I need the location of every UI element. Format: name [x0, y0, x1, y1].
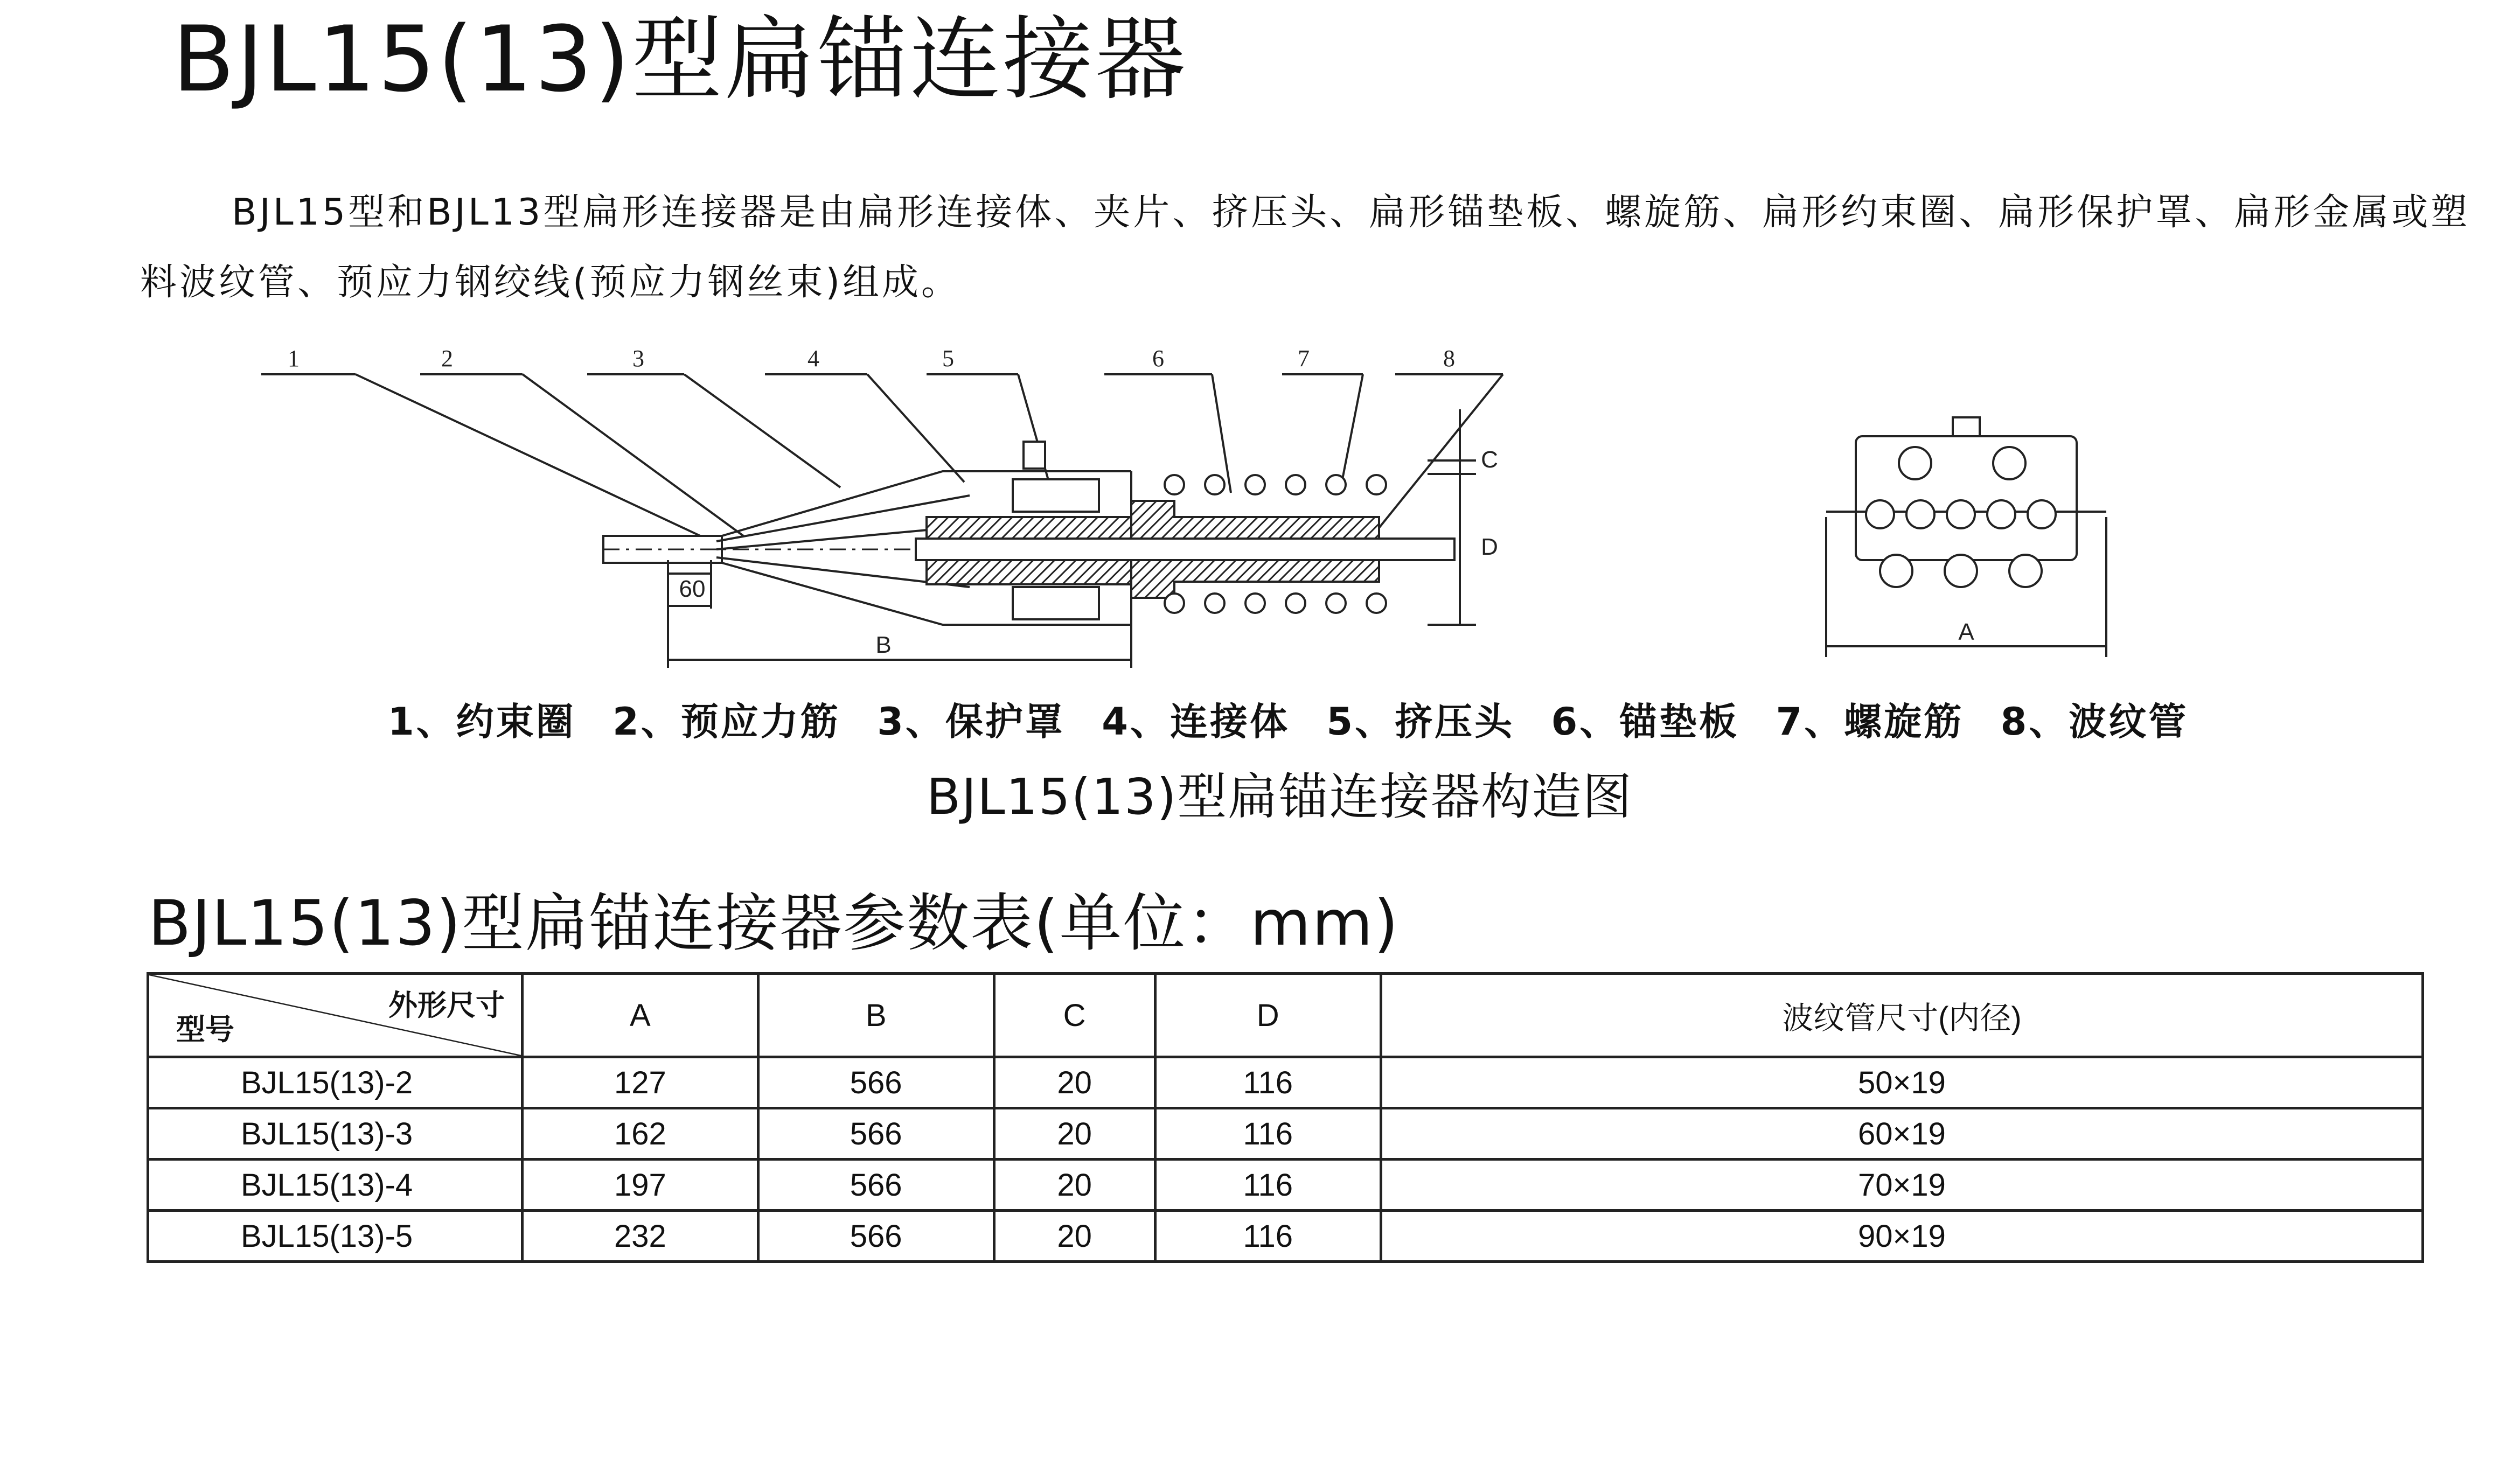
callout-4: 4: [807, 345, 819, 372]
value-cell: 566: [758, 1160, 994, 1211]
table-row: [148, 1160, 2423, 1211]
column-header: D: [1155, 974, 1381, 1057]
legend-item: 2、预应力筋: [612, 700, 840, 744]
table-title: BJL15(13)型扁锚连接器参数表(单位：mm): [148, 887, 1400, 960]
table-row: [148, 1108, 2423, 1160]
value-cell: 90×19: [1381, 1211, 2422, 1262]
value-cell: 60×19: [1381, 1108, 2422, 1160]
value-cell: 232: [523, 1211, 758, 1262]
value-cell: 116: [1155, 1057, 1381, 1108]
value-cell: 162: [523, 1108, 758, 1160]
connector-diagram: [0, 323, 2520, 700]
callout-7: 7: [1298, 345, 1310, 372]
table-row: [148, 1211, 2423, 1262]
callout-1: 1: [288, 345, 300, 372]
parameter-table: [147, 972, 2424, 1263]
dimension-b-label: B: [875, 632, 892, 658]
legend-item: 4、连接体: [1102, 700, 1290, 744]
value-cell: 127: [523, 1057, 758, 1108]
corner-bottom-label: 型号: [176, 1014, 234, 1046]
value-cell: 566: [758, 1057, 994, 1108]
legend-item: 7、螺旋筋: [1776, 700, 1964, 744]
table-row: [148, 1057, 2423, 1108]
dimension-60-label: 60: [679, 576, 706, 602]
value-cell: 116: [1155, 1211, 1381, 1262]
value-cell: 566: [758, 1211, 994, 1262]
callout-8: 8: [1443, 345, 1455, 372]
value-cell: 20: [994, 1160, 1155, 1211]
dimension-c-label: C: [1481, 446, 1498, 473]
value-cell: 116: [1155, 1160, 1381, 1211]
value-cell: 20: [994, 1108, 1155, 1160]
legend-item: 3、保护罩: [877, 700, 1065, 744]
dimension-d-label: D: [1481, 534, 1498, 560]
corner-top-label: 外形尺寸: [388, 989, 505, 1022]
dimension-a-label: A: [1958, 619, 1974, 645]
value-cell: 20: [994, 1211, 1155, 1262]
value-cell: 20: [994, 1057, 1155, 1108]
intro-text: BJL15型和BJL13型扁形连接器是由扁形连接体、夹片、挤压头、扁形锚垫板、螺旋筋、扁形约束圈、扁形保护罩、扁形金属或塑料波纹管、预应力钢绞线(预应力钢丝束)组成。: [140, 191, 2470, 304]
column-header: C: [994, 974, 1155, 1057]
table-header-row: [148, 974, 2423, 1057]
value-cell: 566: [758, 1108, 994, 1160]
column-header: 波纹管尺寸(内径): [1381, 974, 2422, 1057]
callout-5: 5: [942, 345, 954, 372]
corner-header-cell: [148, 974, 523, 1057]
model-cell: BJL15(13)-4: [148, 1160, 523, 1211]
model-cell: BJL15(13)-2: [148, 1057, 523, 1108]
value-cell: 70×19: [1381, 1160, 2422, 1211]
diagram-caption: BJL15(13)型扁锚连接器构造图: [927, 768, 1633, 826]
callout-6: 6: [1152, 345, 1164, 372]
legend-item: 8、波纹管: [2000, 700, 2189, 744]
legend-item: 5、挤压头: [1326, 700, 1515, 744]
intro-paragraph: [140, 178, 2500, 318]
column-header: B: [758, 974, 994, 1057]
legend-item: 6、锚垫板: [1551, 700, 1739, 744]
callout-2: 2: [441, 345, 453, 372]
page-title: BJL15(13)型扁锚连接器: [172, 6, 1188, 112]
value-cell: 116: [1155, 1108, 1381, 1160]
legend-item: 1、约束圈: [388, 700, 576, 744]
value-cell: 50×19: [1381, 1057, 2422, 1108]
callout-3: 3: [632, 345, 644, 372]
value-cell: 197: [523, 1160, 758, 1211]
column-header: A: [523, 974, 758, 1057]
model-cell: BJL15(13)-5: [148, 1211, 523, 1262]
diagram-legend: [388, 695, 2210, 749]
model-cell: BJL15(13)-3: [148, 1108, 523, 1160]
